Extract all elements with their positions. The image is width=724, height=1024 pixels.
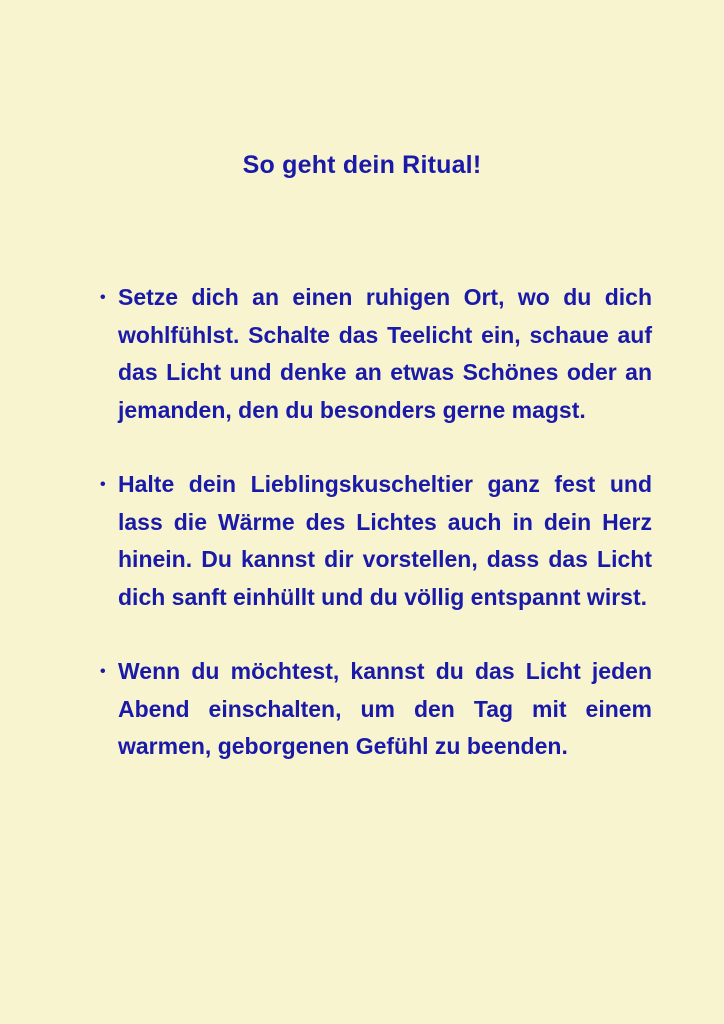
bullet-icon: • xyxy=(100,476,106,493)
bullet-icon: • xyxy=(100,289,106,306)
ritual-steps-list xyxy=(96,279,652,803)
page-title: So geht dein Ritual! xyxy=(242,150,482,179)
list-item-text: Setze dich an einen ruhigen Ort, wo du dich wohlfühlst. Schalte das Teelicht ein, schaue auf das Licht und denke an etwas Schönes oder an jemanden, den du besonders gerne magst. xyxy=(118,284,652,423)
bullet-icon: • xyxy=(100,663,106,680)
list-item xyxy=(96,279,652,429)
list-item xyxy=(96,466,652,616)
list-item xyxy=(96,653,652,766)
list-item-text: Wenn du möchtest, kannst du das Licht jeden Abend einschalten, um den Tag mit einem warmen, geborgenen Gefühl zu beenden. xyxy=(118,658,652,759)
list-item-text: Halte dein Lieblingskuscheltier ganz fest und lass die Wärme des Lichtes auch in dein Herz hinein. Du kannst dir vorstellen, dass das Licht dich sanft einhüllt und du völlig entspannt wirst. xyxy=(118,471,652,610)
